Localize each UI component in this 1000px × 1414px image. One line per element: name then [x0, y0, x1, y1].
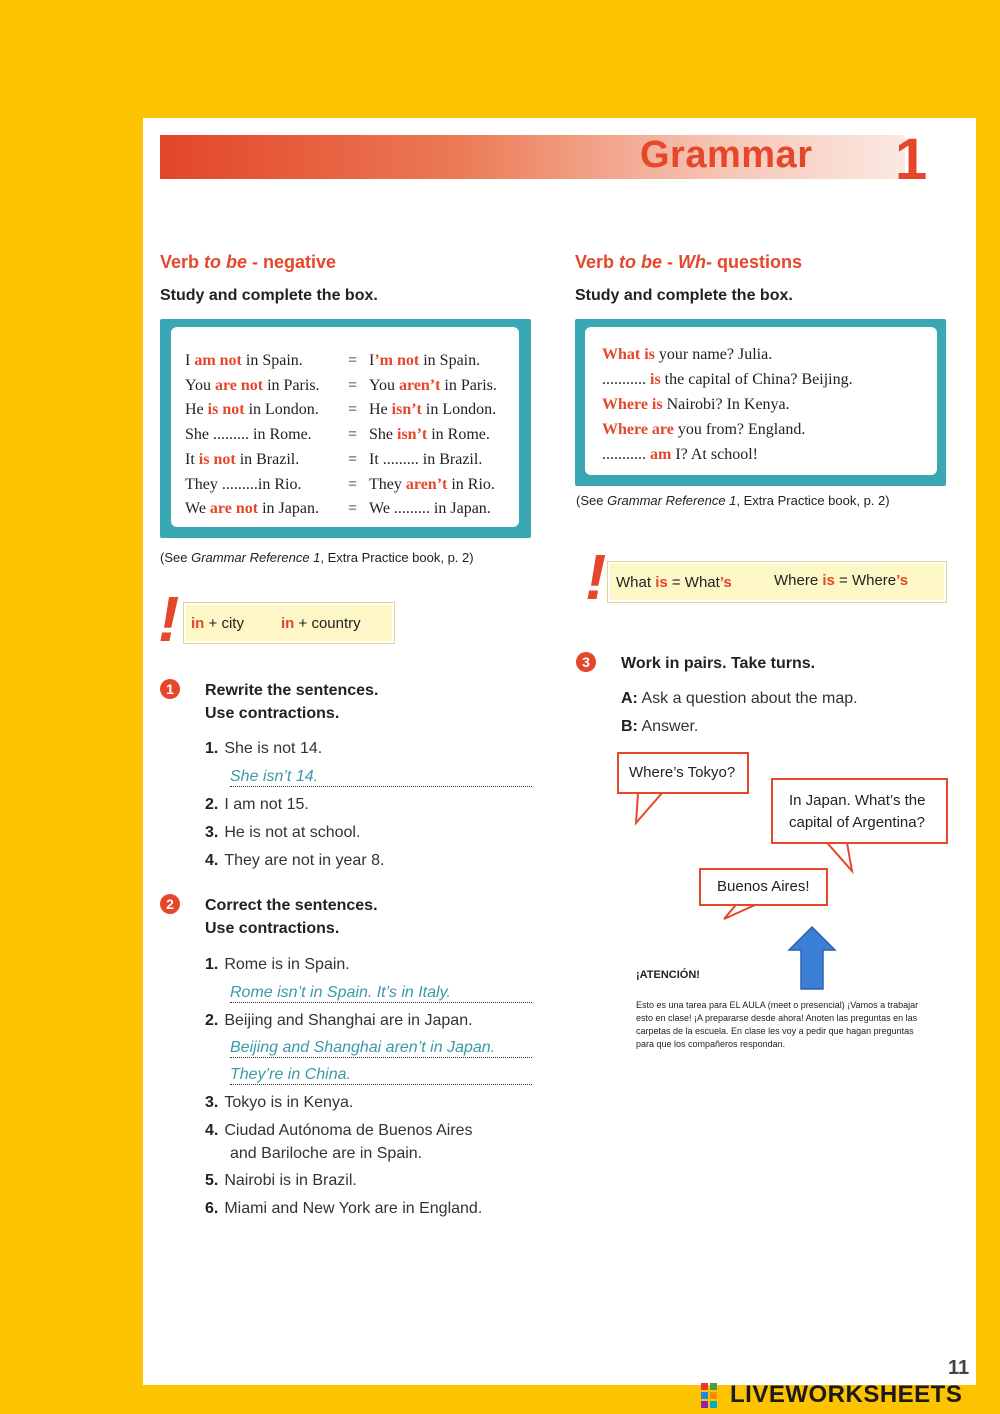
long-verb: is not [198, 450, 236, 468]
left-section-title: Verb to be - negative [160, 252, 337, 272]
wh-rest: Nairobi? In Kenya. [662, 396, 790, 413]
short-verb: isn’t [397, 426, 428, 444]
what-contraction: What is = What’s [616, 574, 732, 591]
negative-short-form [369, 500, 491, 518]
item-text: and Bariloche are in Spain. [230, 1145, 423, 1162]
right-instruction: Study and complete the box. [575, 287, 793, 304]
long-rest: in Japan. [258, 500, 319, 518]
item-number: 3. [205, 1094, 219, 1111]
exercise-2-answer-1-field[interactable]: Rome isn’t in Spain. It’s in Italy. [230, 984, 532, 1003]
short-subject: It [369, 450, 383, 468]
arrow-up-icon [787, 926, 837, 990]
equals-sign: = [348, 450, 358, 468]
bubble-in-japan [771, 778, 948, 844]
item-text: She is not 14. [224, 740, 323, 757]
wh-word: Where is [602, 396, 663, 413]
where-contraction: Where is = Where’s [774, 572, 909, 589]
equals-sign: = [348, 401, 358, 419]
wh-question-row [602, 446, 758, 464]
exercise-3-title: Work in pairs. Take turns. [621, 655, 816, 672]
long-rest: in Spain. [241, 352, 303, 369]
item-text: Tokyo is in Kenya. [224, 1094, 354, 1111]
negative-short-form [369, 401, 496, 419]
negative-long-form [185, 401, 319, 419]
exercise-2-number: 2 [160, 894, 180, 914]
item-number: 2. [205, 796, 219, 813]
wh-question-row [602, 396, 790, 414]
item-text: They are not in year 8. [224, 852, 385, 869]
short-verb: aren’t [398, 376, 441, 394]
negative-short-form [369, 352, 480, 370]
item-number: 6. [205, 1200, 219, 1217]
exercise-1-item [205, 796, 309, 814]
exercise-2-item [230, 1145, 422, 1163]
left-reference: (See Grammar Reference 1, Extra Practice book, p. 2) [160, 550, 474, 565]
negative-long-form [185, 352, 303, 370]
item-number: 1. [205, 956, 219, 973]
attention-body: Esto es una tarea para EL AULA (meet o presencial) ¡Vamos a trabajar esto en clase! ¡A prepararse desde ahora! Anoten las preguntas en las carpetas de la escuela. En clase les voy a pedir que hagan preguntas para que los compañeros respondan. [636, 1000, 919, 1049]
wh-question-row [602, 346, 772, 364]
negative-long-form [185, 377, 320, 395]
exercise-2-item [205, 956, 350, 974]
item-text: Ciudad Autónoma de Buenos Aires [224, 1122, 473, 1139]
long-subject: He [185, 401, 208, 419]
exercise-2-item [205, 1094, 353, 1112]
wh-blank: ........... [602, 446, 650, 463]
exercise-2-answer-2b-field[interactable]: They’re in China. [230, 1066, 532, 1085]
liveworksheets-logo-text: LIVEWORKSHEETS [730, 1381, 963, 1408]
item-text: I am not 15. [224, 796, 309, 813]
negative-short-form [369, 451, 482, 469]
long-subject: I [185, 352, 195, 369]
wh-blank: ........... [602, 371, 650, 388]
long-verb: am not [194, 352, 242, 369]
short-subject: I [369, 352, 375, 369]
item-text: Nairobi is in Brazil. [224, 1172, 357, 1189]
unit-number: 1 [895, 127, 928, 192]
equals-sign: = [348, 426, 358, 444]
attention-title: ¡ATENCIÓN! [636, 969, 700, 981]
long-verb: are not [214, 376, 264, 394]
exercise-2-item [205, 1012, 473, 1030]
long-verb: are not [209, 500, 259, 518]
page-number: 11 [948, 1357, 970, 1379]
wh-question-row [602, 421, 805, 439]
negative-short-form [369, 377, 497, 395]
long-rest: in Paris. [263, 376, 320, 394]
wh-word: is [650, 371, 661, 388]
equals-sign: = [348, 352, 358, 369]
long-subject: They [185, 475, 222, 493]
long-subject: She [185, 426, 213, 444]
short-verb: ’m not [374, 352, 420, 369]
negative-short-form [369, 426, 490, 444]
item-text: Beijing and Shanghai are in Japan. [224, 1012, 473, 1029]
item-text: Miami and New York are in England. [224, 1200, 483, 1217]
negative-long-form [185, 500, 319, 518]
exercise-2-item [205, 1122, 473, 1140]
long-rest: ......... in Rome. [213, 426, 312, 444]
long-subject: It [185, 450, 199, 468]
wh-rest: you from? England. [673, 421, 806, 438]
wh-rest: the capital of China? Beijing. [660, 371, 853, 388]
exercise-2-answer-2a-field[interactable]: Beijing and Shanghai aren’t in Japan. [230, 1039, 532, 1058]
item-number: 3. [205, 824, 219, 841]
bubble-3-text: Buenos Aires! [717, 878, 810, 895]
wh-word: am [650, 446, 672, 463]
long-rest: .........in Rio. [221, 475, 302, 493]
exercise-3-a: A: Ask a question about the map. [621, 690, 858, 707]
short-verb: aren’t [405, 475, 448, 493]
negative-long-form [185, 451, 299, 469]
equals-sign: = [348, 376, 358, 394]
equals-sign: = [348, 475, 358, 493]
bubble-1-text: Where’s Tokyo? [629, 764, 736, 781]
wh-rest: your name? Julia. [654, 346, 773, 363]
short-rest: in London. [421, 401, 497, 419]
exclamation-icon: ! [158, 583, 180, 655]
short-rest: ......... in Brazil. [382, 450, 483, 468]
short-rest: in Spain. [419, 352, 481, 369]
bubble-where-tokyo [617, 752, 749, 794]
exclamation-icon: ! [585, 541, 607, 613]
short-rest: in Paris. [440, 376, 497, 394]
long-subject: We [185, 500, 210, 518]
wh-word: Where are [602, 421, 674, 438]
exercise-1-item [205, 824, 360, 842]
liveworksheets-logo-icon [700, 1381, 728, 1409]
negative-long-form [185, 426, 312, 444]
short-subject: We [369, 500, 394, 518]
exercise-3-b: B: Answer. [621, 718, 699, 735]
negative-short-form [369, 476, 495, 494]
bubble-buenos-aires [699, 868, 828, 906]
wh-word: What is [602, 346, 655, 363]
item-number: 4. [205, 1122, 219, 1139]
item-number: 5. [205, 1172, 219, 1189]
exercise-1-title: Rewrite the sentences. Use contractions. [205, 682, 379, 722]
exercise-1-answer-field[interactable]: She isn’t 14. [230, 768, 532, 787]
left-instruction: Study and complete the box. [160, 287, 378, 304]
item-number: 2. [205, 1012, 219, 1029]
wh-question-row [602, 371, 853, 389]
in-city-text: in + city [191, 615, 244, 632]
item-number: 1. [205, 740, 219, 757]
in-country-text: in + country [281, 615, 361, 632]
long-verb: is not [207, 401, 245, 419]
exercise-2-item [205, 1200, 482, 1218]
item-text: Rome is in Spain. [224, 956, 350, 973]
item-number: 4. [205, 852, 219, 869]
exercise-2-title: Correct the sentences. Use contractions. [205, 897, 378, 937]
short-subject: They [369, 475, 406, 493]
exercise-1-item [205, 740, 322, 758]
page-title: Grammar [640, 134, 813, 176]
liveworksheets-logo[interactable] [700, 1381, 963, 1411]
short-verb: isn’t [391, 401, 422, 419]
exercise-2-item [205, 1172, 357, 1190]
short-subject: She [369, 426, 397, 444]
right-reference: (See Grammar Reference 1, Extra Practice book, p. 2) [576, 493, 890, 508]
wh-rest: I? At school! [671, 446, 758, 463]
short-subject: He [369, 401, 392, 419]
exercise-1-number: 1 [160, 679, 180, 699]
equals-sign: = [348, 500, 358, 518]
exercise-1-item [205, 852, 384, 870]
short-subject: You [369, 376, 399, 394]
short-rest: in Rome. [427, 426, 490, 444]
short-rest: in Rio. [447, 475, 495, 493]
long-rest: in Brazil. [235, 450, 300, 468]
right-section-title: Verb to be - Wh- questions [575, 252, 803, 272]
item-text: He is not at school. [224, 824, 361, 841]
exercise-3-number: 3 [576, 652, 596, 672]
long-rest: in London. [244, 401, 319, 419]
bubble-2-text: In Japan. What’s the capital of Argentina? [789, 792, 926, 831]
negative-long-form [185, 476, 301, 494]
long-subject: You [185, 376, 215, 394]
short-rest: ......... in Japan. [393, 500, 491, 518]
